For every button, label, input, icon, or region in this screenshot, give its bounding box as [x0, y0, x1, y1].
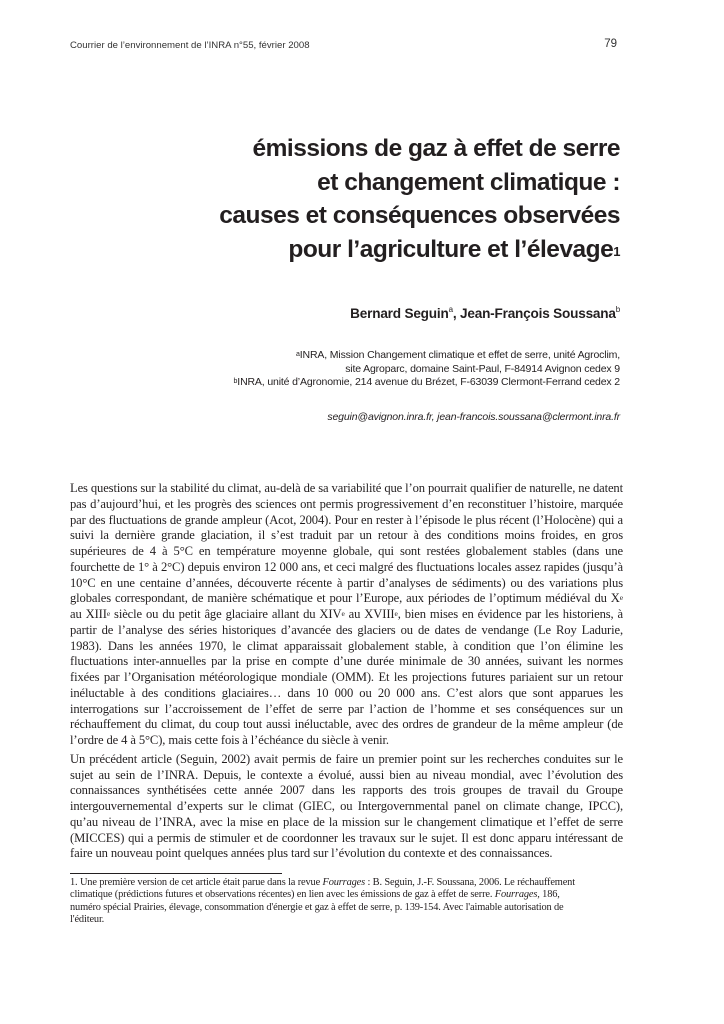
- p1-part-a: Les questions sur la stabilité du climat, au-delà de sa variabilité que l’on pourrait qualifier de naturelle, ne datent pas d’aujourd’hui, et les progrès des sciences ont permis progressivement d’en reconstituer l’histoire, marquée par des fluctuations de grande ampleur (Acot, 2004). Pour en rester à l’épisode le plus récent (l’Holocène) qui a suivi la dernière grande glaciation, il s’est traduit par un retour à des conditions moins froides, en gros supérieures de 4 à 5°C en température moyenne globale, qui sont restées globalement stables (dans une fourchette de 1° à 2°C) depuis environ 12 000 ans, et ceci malgré des fluctuations locales assez rapides (jusqu’à 10°C en une centaine d’années, découverte récente à partir d’analyses de sédiments) ou des variations plus globales correspondant, de manière schématique et pour l’Europe, aux périodes de l’optimum médiéval du X: [70, 481, 623, 606]
- author-1: Bernard Seguin: [350, 306, 449, 321]
- fn-l1-b: : B. Seguin, J.-F. Soussana, 2006. Le réchauffement: [365, 877, 575, 888]
- fn-l1-journal: Fourrages: [322, 877, 366, 888]
- author-emails: seguin@avignon.inra.fr, jean-francois.soussana@clermont.inra.fr: [327, 411, 620, 423]
- footnote-line-2: [70, 889, 623, 901]
- author-2-mark: b: [615, 305, 620, 314]
- fn-l2-journal: Fourrages,: [494, 889, 540, 901]
- author-separator: ,: [452, 306, 460, 321]
- paragraph-1: [70, 481, 623, 749]
- author-1-mark: a: [448, 305, 453, 314]
- p1-sup-4: e: [394, 609, 398, 618]
- p1-sup-2: e: [106, 609, 111, 618]
- p1-sup-1: e: [619, 593, 623, 603]
- affiliation-a-text-1: INRA, Mission Changement climatique et effet de serre, unité Agroclim,: [299, 349, 620, 361]
- p1-part-c: siècle ou du petit âge glaciaire allant du XIV: [110, 607, 342, 621]
- article-title: [60, 132, 620, 266]
- running-header: Courrier de l’environnement de l’INRA n°55, février 2008: [70, 40, 310, 51]
- affiliation-a-mark: a: [296, 351, 300, 358]
- fn-l2-b: 186,: [539, 889, 560, 901]
- title-footnote-mark: 1: [613, 243, 620, 259]
- p1-part-e: , bien mises en évidence par les historiens, à partir de l’analyse des séries historiques d’avancée des glaciers ou de dates de vendange (Le Roy Ladurie, 1983). Dans les années 1970, le climat apparaissait globalement stable, à condition que l’on élimine les fluctuations inter-annuelles par la prise en compte d’une durée minimale de 30 années, suivant les normes fixées par l’Organisation météorologique mondiale (OMM). Et les projections futures pariaient sur un retour inéluctable à des conditions glaciaires… dans 10 000 ou 20 000 ans. C’est alors que sont apparues les interrogations sur l’accroissement de l’effet de serre par l’action de l’homme et ses conséquences sur un réchauffement du climat, du coup tout aussi inéluctable, avec des ordres de grandeur de la même ampleur (de l’ordre de 4 à 5°C), mais cette fois à l’échéance du siècle à venir.: [70, 607, 624, 747]
- footnote-line-1: [70, 877, 623, 889]
- title-line-2: et changement climatique :: [317, 168, 620, 196]
- article-body: [70, 481, 623, 865]
- footnote-line-4: l'éditeur.: [70, 913, 105, 925]
- affiliations: [234, 349, 620, 390]
- footnote: [70, 877, 623, 926]
- title-line-1: émissions de gaz à effet de serre: [252, 135, 620, 162]
- title-line-4: [60, 233, 620, 267]
- footnote-line-3: numéro spécial Prairies, élevage, consommation d'énergie et gaz à effet de serre, p. 139-154. Avec l'aimable autorisation de: [70, 901, 564, 913]
- affiliation-b-mark: b: [233, 378, 238, 385]
- p1-part-b: au XIII: [70, 607, 107, 621]
- author-2: Jean-François Soussana: [459, 306, 616, 321]
- page-number: 79: [604, 38, 617, 50]
- title-line-4-text: pour l’agriculture et l’élevage: [288, 235, 614, 263]
- affiliation-a-line-2: site Agroparc, domaine Saint-Paul, F-84914 Avignon cedex 9: [345, 362, 620, 375]
- fn-l1-a: 1. Une première version de cet article était parue dans la revue: [70, 877, 323, 888]
- footnote-divider: [70, 873, 282, 874]
- p1-sup-3: e: [341, 609, 345, 618]
- paragraph-2: Un précédent article (Seguin, 2002) avait permis de faire un premier point sur les recherches conduites sur le sujet au sein de l’INRA. Depuis, le contexte a évolué, aussi bien au niveau mondial, avec l’évolution des connaissances synthétisées cette année 2007 dans les rapports des trois groupes de travail du Groupe intergouvernemental d’experts sur le climat (GIEC, ou Intergovernmental panel on climate change, IPCC), qu’au niveau de l’INRA, avec la mise en place de la mission sur le changement climatique et l’effet de serre (MICCES) qui a permis de stimuler et de coordonner les travaux sur le sujet. Il est donc apparu intéressant de faire un nouveau point quelques années plus tard sur l’évolution du contexte et des connaissances.: [70, 751, 623, 861]
- affiliation-b-text-1: INRA, unité d’Agronomie, 214 avenue du Brézet, F-63039 Clermont-Ferrand cedex 2: [237, 376, 620, 388]
- affiliation-a-line-1: [234, 349, 620, 363]
- p1-part-d: au XVIII: [344, 607, 395, 621]
- authors: [350, 306, 620, 321]
- fn-l2-a: climatique (prédictions futures et observations récentes) en lien avec les émissions de gaz à effet de serre.: [70, 889, 495, 901]
- affiliation-b-line-1: [234, 376, 620, 390]
- title-line-3: causes et conséquences observées: [219, 202, 620, 229]
